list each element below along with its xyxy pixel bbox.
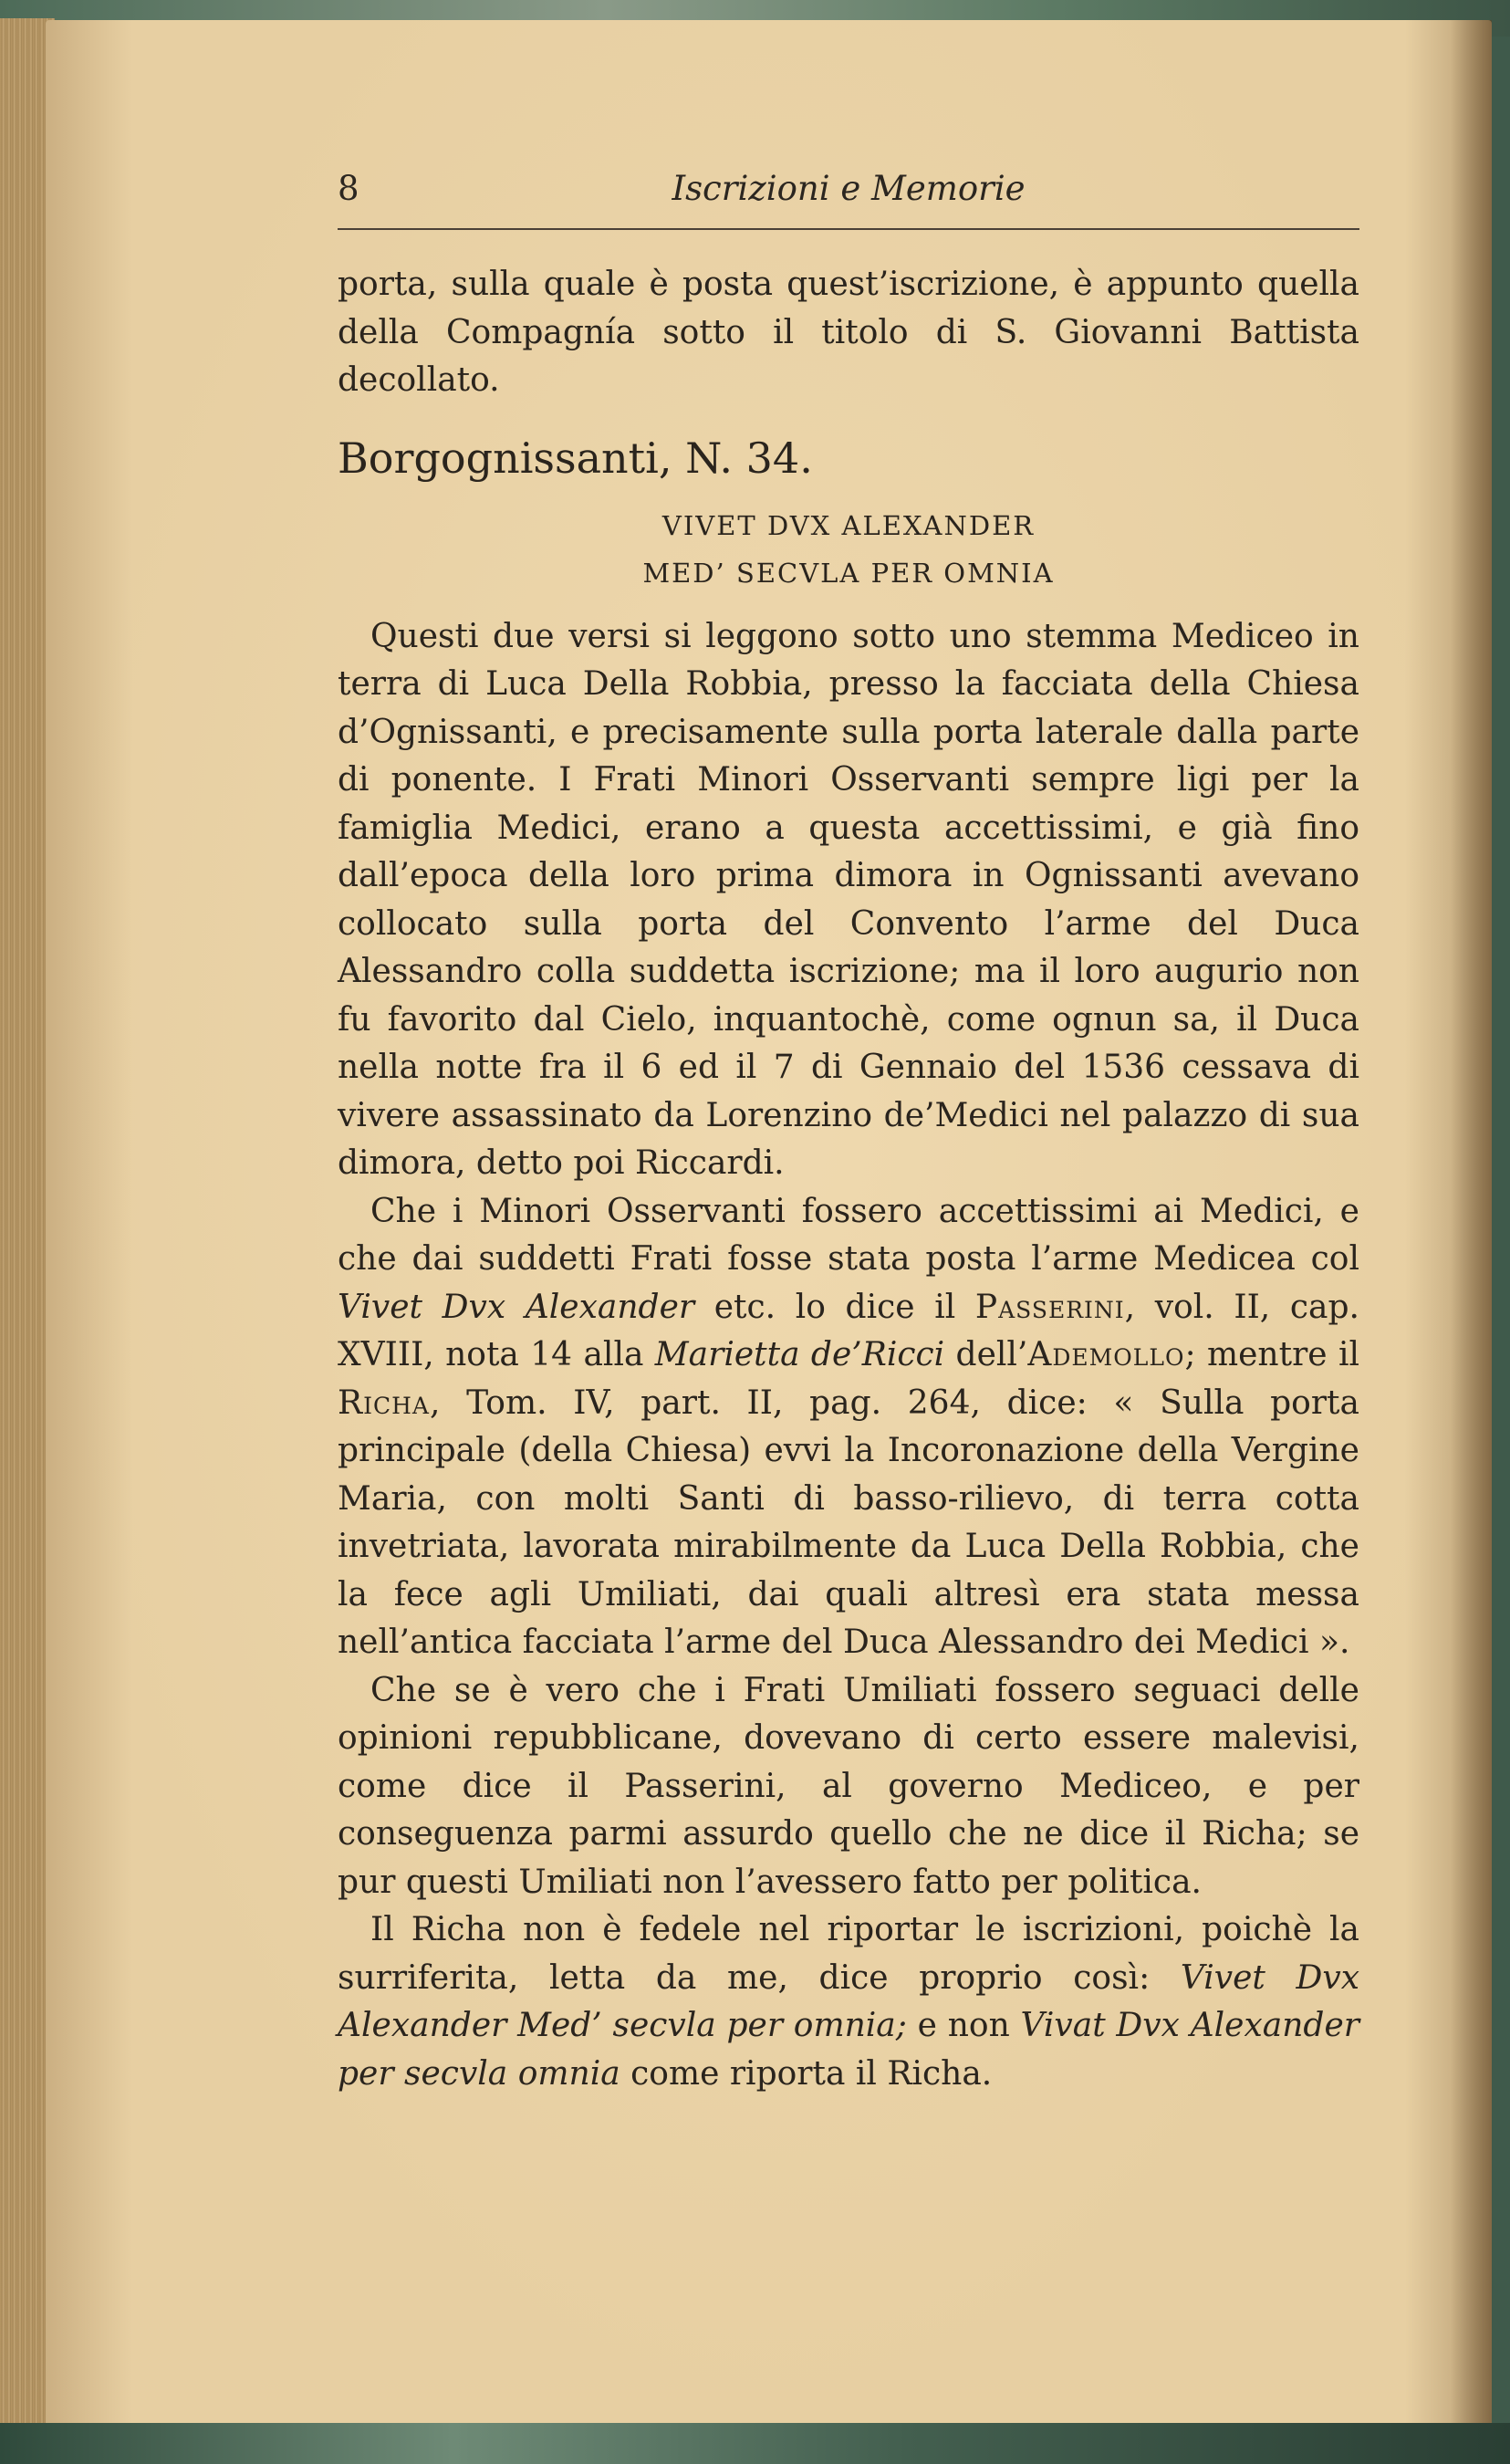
paragraph-4: [338, 1906, 1359, 2098]
header-rule: [338, 228, 1359, 230]
author-name: Passerini: [974, 1288, 1125, 1326]
text-run: e non: [906, 2007, 1021, 2044]
text-run: etc. lo dice il: [694, 1288, 975, 1326]
page-number: 8: [338, 169, 359, 208]
body-text: [338, 261, 1359, 2098]
italic-quote: Vivet Dvx Alexander Med’ secvla per omnia;: [338, 1958, 1360, 2044]
italic-quote: Vivet Dvx Alexander: [338, 1288, 695, 1326]
paragraph-continuation: porta, sulla quale è posta quest’iscrizione, è appunto quella della Compagnía sotto il titolo di S. Giovanni Battista decollato.: [338, 266, 1359, 399]
inscription-line-2: MED’ SECVLA PER OMNIA: [642, 557, 1055, 589]
text-run: come riporta il Richa.: [620, 2054, 993, 2093]
section-heading: Borgognissanti, N. 34.: [338, 433, 813, 483]
paragraph-3: Che se è vero che i Frati Umiliati fossero seguaci delle opinioni repubblicane, dovevano di certo essere malevisi, come dice il Passerini, al governo Mediceo, e per conseguenza parmi assurdo quello che ne dice il Richa; se pur questi Umiliati non l’avessero fatto per politica.: [338, 1671, 1359, 1901]
text-run: Che i Minori Osservanti fossero accettissimi ai Medici, e che dai suddetti Frati fosse stata posta l’arme Medicea col: [338, 1192, 1359, 1278]
author-name: Ademollo: [1027, 1336, 1185, 1373]
gutter-shadow: [1451, 20, 1492, 2429]
scan-background-bottom: [0, 2423, 1510, 2464]
text-run: ; mentre il: [1184, 1336, 1359, 1373]
inscription-line-1: VIVET DVX ALEXANDER: [661, 509, 1036, 541]
paragraph-2: [338, 1188, 1359, 1667]
text-run: , Tom. IV, part. II, pag. 264, dice: « Sulla porta principale (della Chiesa) evvi la Incoronazione della Vergine Maria, con molti Santi di basso-rilievo, di terra cotta invetriata, lavorata mirabilmente da Luca Della Robbia, che la fece agli Umiliati, dai quali altresì era stata messa nell’antica facciata l’arme del Duca Alessandro dei Medici ».: [338, 1383, 1359, 1661]
paragraph-1: Questi due versi si leggono sotto uno stemma Mediceo in terra di Luca Della Robbia, presso la facciata della Chiesa d’Ognissanti, e precisamente sulla porta laterale dalla parte di ponente. I Frati Minori Osservanti sempre ligi per la famiglia Medici, erano a questa accettissimi, e già fino dall’epoca della loro prima dimora in Ognissanti avevano collocato sulla porta del Convento l’arme del Duca Alessandro colla suddetta iscrizione; ma il loro augurio non fu favorito dal Cielo, inquantochè, come ognun sa, il Duca nella notte fra il 6 ed il 7 di Gennaio del 1536 cessava di vivere assassinato da Lorenzino de’Medici nel palazzo di sua dimora, detto poi Riccardi.: [338, 617, 1359, 1182]
inscription: [338, 502, 1359, 597]
text-run: dell’: [944, 1336, 1028, 1373]
author-name: Richa: [338, 1383, 430, 1422]
text-run: , vol. II, cap. XVIII, nota 14 alla: [338, 1288, 1359, 1373]
page-header: [338, 169, 1359, 214]
italic-title: Marietta de’Ricci: [654, 1336, 945, 1373]
running-title: Iscrizioni e Memorie: [672, 169, 1026, 208]
text-run: Il Richa non è fedele nel riportar le iscrizioni, poichè la surriferita, letta da me, dice proprio così:: [338, 1911, 1359, 1997]
italic-quote: Vivat Dvx Alexander per secvla omnia: [338, 2007, 1359, 2093]
